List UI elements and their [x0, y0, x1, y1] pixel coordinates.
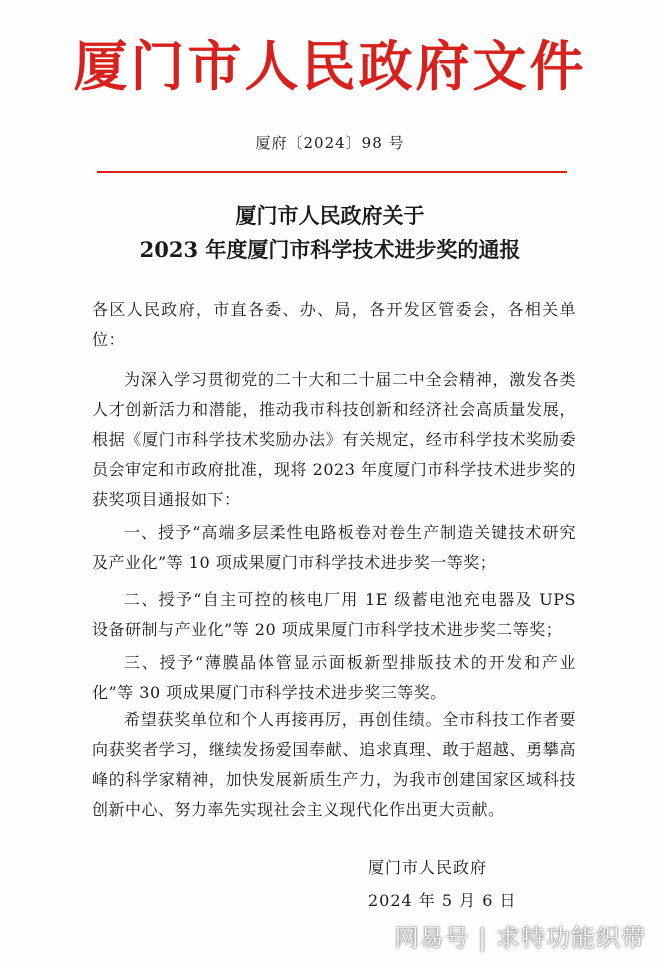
notice-title-line1: 厦门市人民政府关于: [235, 203, 425, 228]
award-item-second: [92, 585, 576, 645]
masthead-title: 厦门市人民政府文件: [73, 35, 587, 98]
signature-organization: 厦门市人民政府: [368, 858, 488, 877]
award-item-first: [92, 518, 576, 578]
award-item-first-text: 一、授予“高端多层柔性电路板卷对卷生产制造关键技术研究及产业化”等 10 项成果厦门市科学技术进步奖一等奖；: [92, 523, 576, 572]
signature-date: 2024 年 5 月 6 日: [368, 891, 517, 910]
award-item-third: [92, 648, 576, 708]
award-item-second-text: 二、授予“自主可控的核电厂用 1E 级蓄电池充电器及 UPS 设备研制与产业化”等 20 项成果厦门市科学技术进步奖二等奖；: [92, 590, 576, 639]
intro-paragraph-text: 为深入学习贯彻党的二十大和二十届二中全会精神，激发各类人才创新活力和潜能，推动我市科技创新和经济社会高质量发展，根据《厦门市科学技术奖励办法》有关规定，经市科学技术奖励委员会审定和市政府批准，现将 2023 年度厦门市科学技术进步奖的获奖项目通报如下：: [92, 370, 576, 509]
notice-title: [0, 199, 660, 267]
document-number: 厦府〔2024〕98 号: [255, 134, 405, 152]
recipients-line: 各区人民政府，市直各委、办、局，各开发区管委会，各相关单位：: [92, 300, 576, 349]
source-watermark: 网易号 | 求特功能织带: [394, 924, 646, 952]
intro-paragraph: [92, 365, 576, 515]
award-item-third-text: 三、授予“薄膜晶体管显示面板新型排版技术的开发和产业化”等 30 项成果厦门市科学技术进步奖三等奖。: [92, 653, 576, 702]
closing-paragraph: [92, 705, 576, 825]
closing-paragraph-text: 希望获奖单位和个人再接再厉，再创佳绩。全市科技工作者要向获奖者学习，继续发扬爱国奉献、追求真理、敢于超越、勇攀高峰的科学家精神，加快发展新质生产力，为我市创建国家区域科技创新中心、努力率先实现社会主义现代化作出更大贡献。: [92, 710, 576, 819]
red-divider-line: [97, 171, 567, 173]
notice-title-line2: 2023 年度厦门市科学技术进步奖的通报: [139, 237, 521, 262]
